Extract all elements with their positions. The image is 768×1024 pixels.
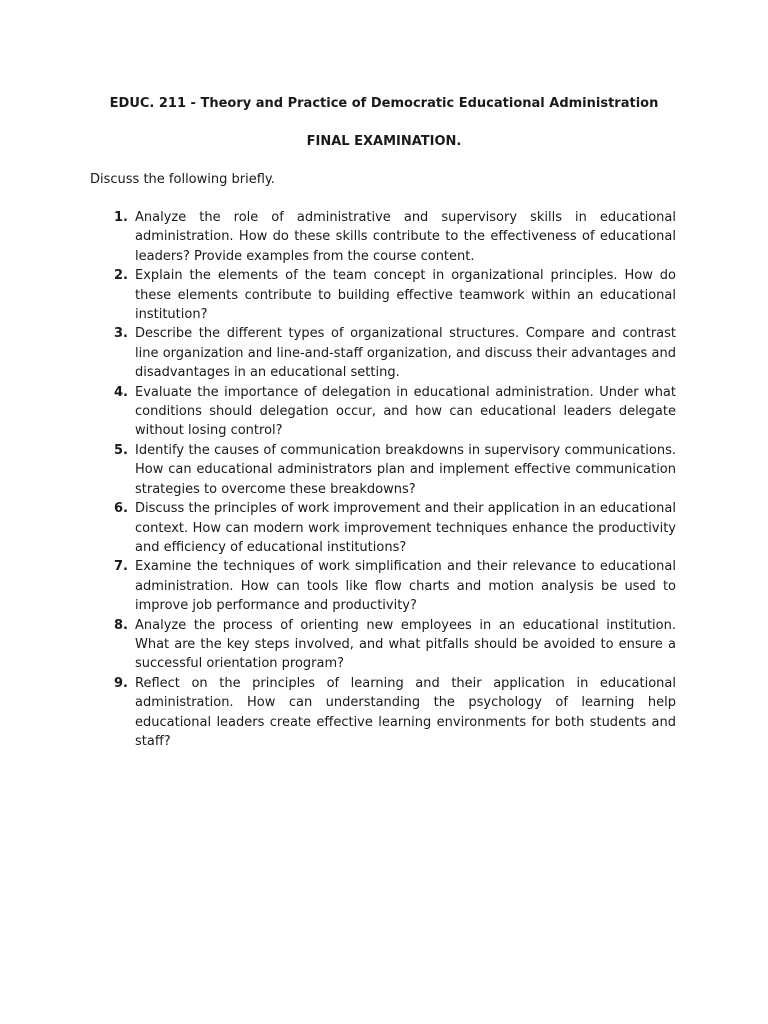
question-text: Evaluate the importance of delegation in educational administration. Under what conditions should delegation occur, and how can educational leaders delegate without losing control? xyxy=(135,384,676,439)
question-number: 9. xyxy=(114,675,128,691)
question-text: Explain the elements of the team concept in organizational principles. How do these elements contribute to building effective teamwork within an educational institution? xyxy=(135,268,676,323)
question-number: 7. xyxy=(114,559,128,575)
question-text: Identify the causes of communication breakdowns in supervisory communications. How can educational administrators plan and implement effective communication strategies to overcome these breakdowns? xyxy=(135,442,676,497)
question-item xyxy=(0,266,768,324)
question-item xyxy=(0,616,768,674)
question-number: 4. xyxy=(114,384,128,400)
question-number: 3. xyxy=(114,326,128,342)
course-title: EDUC. 211 - Theory and Practice of Democratic Educational Administration xyxy=(109,96,659,111)
question-number: 1. xyxy=(114,210,128,225)
question-text: Examine the techniques of work simplification and their relevance to educational administration. How can tools like flow charts and motion analysis be used to improve job performance and productivity? xyxy=(135,559,676,614)
question-item xyxy=(0,208,768,266)
question-list xyxy=(0,208,768,751)
question-number: 8. xyxy=(114,617,128,633)
question-text: Discuss the principles of work improvement and their application in an educational context. How can modern work improvement techniques enhance the productivity and efficiency of educational institutions? xyxy=(135,501,676,555)
question-item xyxy=(0,441,768,499)
question-item xyxy=(0,557,768,615)
question-text: Analyze the role of administrative and supervisory skills in educational administration. How do these skills contribute to the effectiveness of educational leaders? Provide examples from the course content. xyxy=(135,210,676,264)
question-number: 2. xyxy=(114,268,128,284)
question-number: 5. xyxy=(114,442,128,458)
question-text: Reflect on the principles of learning and their application in educational administration. How can understanding the psychology of learning help educational leaders create effective learning environments for both students and staff? xyxy=(135,675,676,749)
question-text: Analyze the process of orienting new employees in an educational institution. What are the key steps involved, and what pitfalls should be avoided to ensure a successful orientation program? xyxy=(135,617,676,672)
question-item xyxy=(0,383,768,441)
question-number: 6. xyxy=(114,501,128,517)
exam-title: FINAL EXAMINATION. xyxy=(306,134,462,149)
question-item xyxy=(0,324,768,382)
question-item xyxy=(0,674,768,752)
instructions: Discuss the following briefly. xyxy=(90,172,275,187)
question-item xyxy=(0,499,768,557)
question-text: Describe the different types of organizational structures. Compare and contrast line organization and line-and-staff organization, and discuss their advantages and disadvantages in an educational setting. xyxy=(135,326,676,381)
